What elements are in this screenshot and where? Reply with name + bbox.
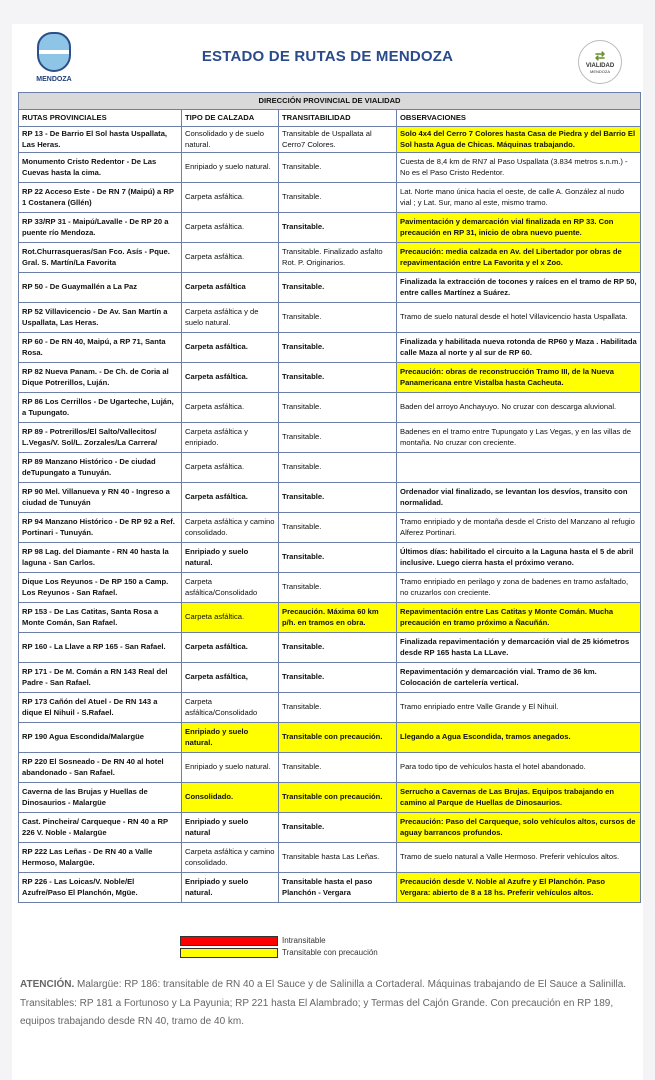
route-cell: RP 50 - De Guaymallén a La Paz xyxy=(19,273,182,303)
surface-cell: Carpeta asfáltica. xyxy=(182,243,279,273)
surface-cell: Carpeta asfáltica y camino consolidado. xyxy=(182,513,279,543)
traffic-cell: Transitable. xyxy=(279,393,397,423)
legend-label: Transitable con precaución xyxy=(282,948,378,957)
column-header-traffic: TRANSITABILIDAD xyxy=(279,110,397,127)
traffic-cell: Transitable. xyxy=(279,663,397,693)
route-cell: RP 82 Nueva Panam. - De Ch. de Coria al Dique Potrerillos, Luján. xyxy=(19,363,182,393)
surface-cell: Consolidado y de suelo natural. xyxy=(182,127,279,153)
attention-text: Malargüe: RP 186: transitable de RN 40 a El Sauce y de Salinilla a Cortaderal. Máquinas trabajando de El Sauce a Salinilla. Transitables: RP 181 a Fortunoso y La Payunia; RP 221 hasta El Alambrado; y Termas del Cajón Grande. Con precaución en RP 189, equipos trabajando desde RN 40, tramo de 40 km. xyxy=(20,979,627,1027)
route-cell: RP 173 Cañón del Atuel - De RN 143 a dique El Nihuil - S.Rafael. xyxy=(19,693,182,723)
observation-cell: Últimos días: habilitado el circuito a la Laguna hasta el 5 de abril inclusive. Luego cierra hasta el próximo verano. xyxy=(397,543,641,573)
table-row xyxy=(19,543,641,573)
route-cell: RP 94 Manzano Histórico - De RP 92 a Ref. Portinari - Tunuyán. xyxy=(19,513,182,543)
table-row xyxy=(19,663,641,693)
observation-cell: Cuesta de 8,4 km de RN7 al Paso Uspallata (3.834 metros s.n.m.) - No es el Paso Cristo Redentor. xyxy=(397,153,641,183)
observation-cell: Precaución: Paso del Carqueque, solo vehículos altos, cursos de aguay barrancos profundos. xyxy=(397,813,641,843)
route-cell: RP 89 Manzano Histórico - De ciudad deTupungato a Tunuyán. xyxy=(19,453,182,483)
table-row xyxy=(19,753,641,783)
observation-cell: Precaución desde V. Noble al Azufre y El Planchón. Paso Vergara: abierto de 8 a 18 hs. Preferir vehículos altos. xyxy=(397,873,641,903)
table-row xyxy=(19,153,641,183)
observation-cell: Precaución: obras de reconstrucción Tramo III, de la Nueva Panamericana entre Vistalba hasta Cacheuta. xyxy=(397,363,641,393)
observation-cell: Pavimentación y demarcación vial finalizada en RP 33. Con precaución en RP 31, inicio de obra nuevo puente. xyxy=(397,213,641,243)
route-cell: Dique Los Reyunos - De RP 150 a Camp. Los Reyunos - San Rafael. xyxy=(19,573,182,603)
table-row xyxy=(19,243,641,273)
observation-cell: Repavimentación entre Las Catitas y Monte Comán. Mucha precaución en tramo próximo a Ñacuñán. xyxy=(397,603,641,633)
observation-cell: Finalizada repavimentación y demarcación vial de 25 kiómetros desde RP 165 hasta La LLave. xyxy=(397,633,641,663)
table-row xyxy=(19,723,641,753)
route-cell: RP 190 Agua Escondida/Malargüe xyxy=(19,723,182,753)
surface-cell: Carpeta asfáltica. xyxy=(182,453,279,483)
route-cell: RP 22 Acceso Este - De RN 7 (Maipú) a RP 1 Costanera (Gllén) xyxy=(19,183,182,213)
attention-note xyxy=(20,976,628,1032)
traffic-cell: Transitable. xyxy=(279,813,397,843)
traffic-cell: Transitable. xyxy=(279,183,397,213)
table-row xyxy=(19,483,641,513)
table-row xyxy=(19,363,641,393)
observation-cell: Ordenador vial finalizado, se levantan los desvíos, transito con normalidad. xyxy=(397,483,641,513)
surface-cell: Consolidado. xyxy=(182,783,279,813)
table-row xyxy=(19,183,641,213)
observation-cell: Para todo tipo de vehículos hasta el hotel abandonado. xyxy=(397,753,641,783)
surface-cell: Carpeta asfáltica. xyxy=(182,393,279,423)
table-row xyxy=(19,423,641,453)
route-cell: RP 89 - Potrerillos/El Salto/Vallecitos/ L.Vegas/V. Sol/L. Zorzales/La Carrera/ xyxy=(19,423,182,453)
mendoza-logo-label: MENDOZA xyxy=(36,76,72,83)
route-cell: RP 222 Las Leñas - De RN 40 a Valle Hermoso, Malargüe. xyxy=(19,843,182,873)
route-cell: RP 90 Mel. Villanueva y RN 40 - Ingreso a ciudad de Tunuyán xyxy=(19,483,182,513)
table-row xyxy=(19,813,641,843)
observation-cell: Badenes en el tramo entre Tupungato y Las Vegas, y en las villas de montaña. No cruzar con creciente. xyxy=(397,423,641,453)
traffic-cell: Transitable. xyxy=(279,633,397,663)
table-row xyxy=(19,693,641,723)
column-header-surface: TIPO DE CALZADA xyxy=(182,110,279,127)
road-icon: ⇄ xyxy=(594,49,606,63)
surface-cell: Carpeta asfáltica, xyxy=(182,663,279,693)
table-row xyxy=(19,633,641,663)
table-row xyxy=(19,333,641,363)
table-row xyxy=(19,303,641,333)
surface-cell: Carpeta asfáltica y camino consolidado. xyxy=(182,843,279,873)
observation-cell: Lat. Norte mano única hacia el oeste, de calle A. González al nudo vial ; y Lat. Sur, mano al este, mismo tramo. xyxy=(397,183,641,213)
surface-cell: Carpeta asfáltica. xyxy=(182,633,279,663)
surface-cell: Carpeta asfáltica y de suelo natural. xyxy=(182,303,279,333)
observation-cell: Serrucho a Cavernas de Las Brujas. Equipos trabajando en camino al Parque de Huellas de Dinosaurios. xyxy=(397,783,641,813)
traffic-cell: Transitable. xyxy=(279,333,397,363)
route-cell: Cast. Pincheira/ Carqueque - RN 40 a RP 226 V. Noble - Malargüe xyxy=(19,813,182,843)
vialidad-logo xyxy=(578,40,622,84)
surface-cell: Carpeta asfáltica xyxy=(182,273,279,303)
table-row xyxy=(19,273,641,303)
observation-cell: Tramo de suelo natural desde el hotel Villavicencio hasta Uspallata. xyxy=(397,303,641,333)
traffic-cell: Transitable. xyxy=(279,753,397,783)
traffic-cell: Transitable. xyxy=(279,423,397,453)
legend-swatch-yellow xyxy=(180,948,278,958)
traffic-cell: Transitable. Finalizado asfalto Rot. P. Originarios. xyxy=(279,243,397,273)
traffic-cell: Transitable. xyxy=(279,573,397,603)
route-cell: RP 33/RP 31 - Maipú/Lavalle - De RP 20 a puente río Mendoza. xyxy=(19,213,182,243)
traffic-cell: Precaución. Máxima 60 km p/h. en tramos en obra. xyxy=(279,603,397,633)
surface-cell: Carpeta asfáltica. xyxy=(182,483,279,513)
traffic-cell: Transitable. xyxy=(279,513,397,543)
observation-cell: Llegando a Agua Escondida, tramos anegados. xyxy=(397,723,641,753)
attention-lead: ATENCIÓN. xyxy=(20,979,75,990)
route-cell: RP 52 Villavicencio - De Av. San Martín a Uspallata, Las Heras. xyxy=(19,303,182,333)
traffic-cell: Transitable. xyxy=(279,153,397,183)
header xyxy=(12,24,643,92)
surface-cell: Enripiado y suelo natural xyxy=(182,813,279,843)
traffic-cell: Transitable. xyxy=(279,543,397,573)
traffic-cell: Transitable. xyxy=(279,483,397,513)
route-cell: RP 153 - De Las Catitas, Santa Rosa a Monte Comán, San Rafael. xyxy=(19,603,182,633)
routes-table xyxy=(18,92,641,903)
traffic-cell: Transitable. xyxy=(279,693,397,723)
table-row xyxy=(19,213,641,243)
table-row xyxy=(19,603,641,633)
table-row xyxy=(19,453,641,483)
surface-cell: Carpeta asfáltica y enripiado. xyxy=(182,423,279,453)
traffic-cell: Transitable. xyxy=(279,273,397,303)
observation-cell: Finalizada la extracción de tocones y raíces en el tramo de RP 50, entre calles Martínez a Suárez. xyxy=(397,273,641,303)
traffic-cell: Transitable. xyxy=(279,453,397,483)
surface-cell: Enripiado y suelo natural. xyxy=(182,543,279,573)
surface-cell: Enripiado y suelo natural. xyxy=(182,153,279,183)
direction-row xyxy=(19,93,641,110)
route-cell: RP 171 - De M. Comán a RN 143 Real del Padre - San Rafael. xyxy=(19,663,182,693)
observation-cell xyxy=(397,453,641,483)
observation-cell: Tramo de suelo natural a Valle Hermoso. Preferir vehículos altos. xyxy=(397,843,641,873)
table-row xyxy=(19,783,641,813)
traffic-cell: Transitable hasta el paso Planchón - Vergara xyxy=(279,873,397,903)
page-title: ESTADO DE RUTAS DE MENDOZA xyxy=(201,48,454,65)
vialidad-logo-label: VIALIDAD xyxy=(585,63,615,69)
table-row xyxy=(19,873,641,903)
legend-label: Intransitable xyxy=(282,936,326,945)
surface-cell: Enripiado y suelo natural. xyxy=(182,873,279,903)
observation-cell: Baden del arroyo Anchayuyo. No cruzar con descarga aluvional. xyxy=(397,393,641,423)
observation-cell: Tramo enripiado en perilago y zona de badenes en tramo asfaltado, no cruzarlos con creciente. xyxy=(397,573,641,603)
observation-cell: Tramo enripiado y de montaña desde el Cristo del Manzano al refugio Alferez Portinari. xyxy=(397,513,641,543)
traffic-cell: Transitable. xyxy=(279,363,397,393)
route-cell: Monumento Cristo Redentor - De Las Cuevas hasta la cima. xyxy=(19,153,182,183)
table-row xyxy=(19,513,641,543)
route-cell: RP 13 - De Barrio El Sol hasta Uspallata, Las Heras. xyxy=(19,127,182,153)
route-cell: RP 86 Los Cerrillos - De Ugarteche, Luján, a Tupungato. xyxy=(19,393,182,423)
observation-cell: Solo 4x4 del Cerro 7 Colores hasta Casa de Piedra y del Barrio El Sol hasta Agua de Chicas. Máquinas trabajando. xyxy=(397,127,641,153)
observation-cell: Repavimentación y demarcación vial. Tramo de 36 km. Colocación de cartelería vertical. xyxy=(397,663,641,693)
column-header-routes: RUTAS PROVINCIALES xyxy=(19,110,182,127)
route-cell: RP 220 El Sosneado - De RN 40 al hotel abandonado - San Rafael. xyxy=(19,753,182,783)
traffic-cell: Transitable. xyxy=(279,213,397,243)
observation-cell: Precaución: media calzada en Av. del Libertador por obras de repavimentación entre La Favorita y el x Zoo. xyxy=(397,243,641,273)
surface-cell: Carpeta asfáltica. xyxy=(182,603,279,633)
route-cell: RP 160 - La Llave a RP 165 - San Rafael. xyxy=(19,633,182,663)
surface-cell: Carpeta asfáltica/Consolidado xyxy=(182,693,279,723)
surface-cell: Carpeta asfáltica. xyxy=(182,333,279,363)
route-cell: Caverna de las Brujas y Huellas de Dinosaurios - Malargüe xyxy=(19,783,182,813)
direction-title: DIRECCIÓN PROVINCIAL DE VIALIDAD xyxy=(19,93,641,110)
vialidad-logo-sub: MENDOZA xyxy=(590,69,610,74)
route-status-sheet xyxy=(12,24,643,1080)
traffic-cell: Transitable. xyxy=(279,303,397,333)
table-row xyxy=(19,393,641,423)
route-cell: RP 98 Lag. del Diamante - RN 40 hasta la laguna - San Carlos. xyxy=(19,543,182,573)
surface-cell: Carpeta asfáltica. xyxy=(182,213,279,243)
surface-cell: Carpeta asfáltica. xyxy=(182,363,279,393)
surface-cell: Enripiado y suelo natural. xyxy=(182,723,279,753)
legend-swatch-red xyxy=(180,936,278,946)
route-cell: RP 60 - De RN 40, Maipú, a RP 71, Santa Rosa. xyxy=(19,333,182,363)
observation-cell: Tramo enripiado entre Valle Grande y El Nihuil. xyxy=(397,693,641,723)
surface-cell: Carpeta asfáltica/Consolidado xyxy=(182,573,279,603)
traffic-cell: Transitable hasta Las Leñas. xyxy=(279,843,397,873)
surface-cell: Carpeta asfáltica. xyxy=(182,183,279,213)
table-row xyxy=(19,573,641,603)
traffic-cell: Transitable de Uspallata al Cerro7 Colores. xyxy=(279,127,397,153)
column-header-row xyxy=(19,110,641,127)
surface-cell: Enripiado y suelo natural. xyxy=(182,753,279,783)
table-row xyxy=(19,127,641,153)
observation-cell: Finalizada y habilitada nueva rotonda de RP60 y Maza . Habilitada calle Maza al norte y al sur de RP 60. xyxy=(397,333,641,363)
traffic-cell: Transitable con precaución. xyxy=(279,783,397,813)
table-row xyxy=(19,843,641,873)
column-header-observations: OBSERVACIONES xyxy=(397,110,641,127)
route-cell: Rot.Churrasqueras/San Fco. Asís - Pque. Gral. S. Martín/La Favorita xyxy=(19,243,182,273)
traffic-cell: Transitable con precaución. xyxy=(279,723,397,753)
route-cell: RP 226 - Las Loicas/V. Noble/El Azufre/Paso El Planchón, Mgüe. xyxy=(19,873,182,903)
